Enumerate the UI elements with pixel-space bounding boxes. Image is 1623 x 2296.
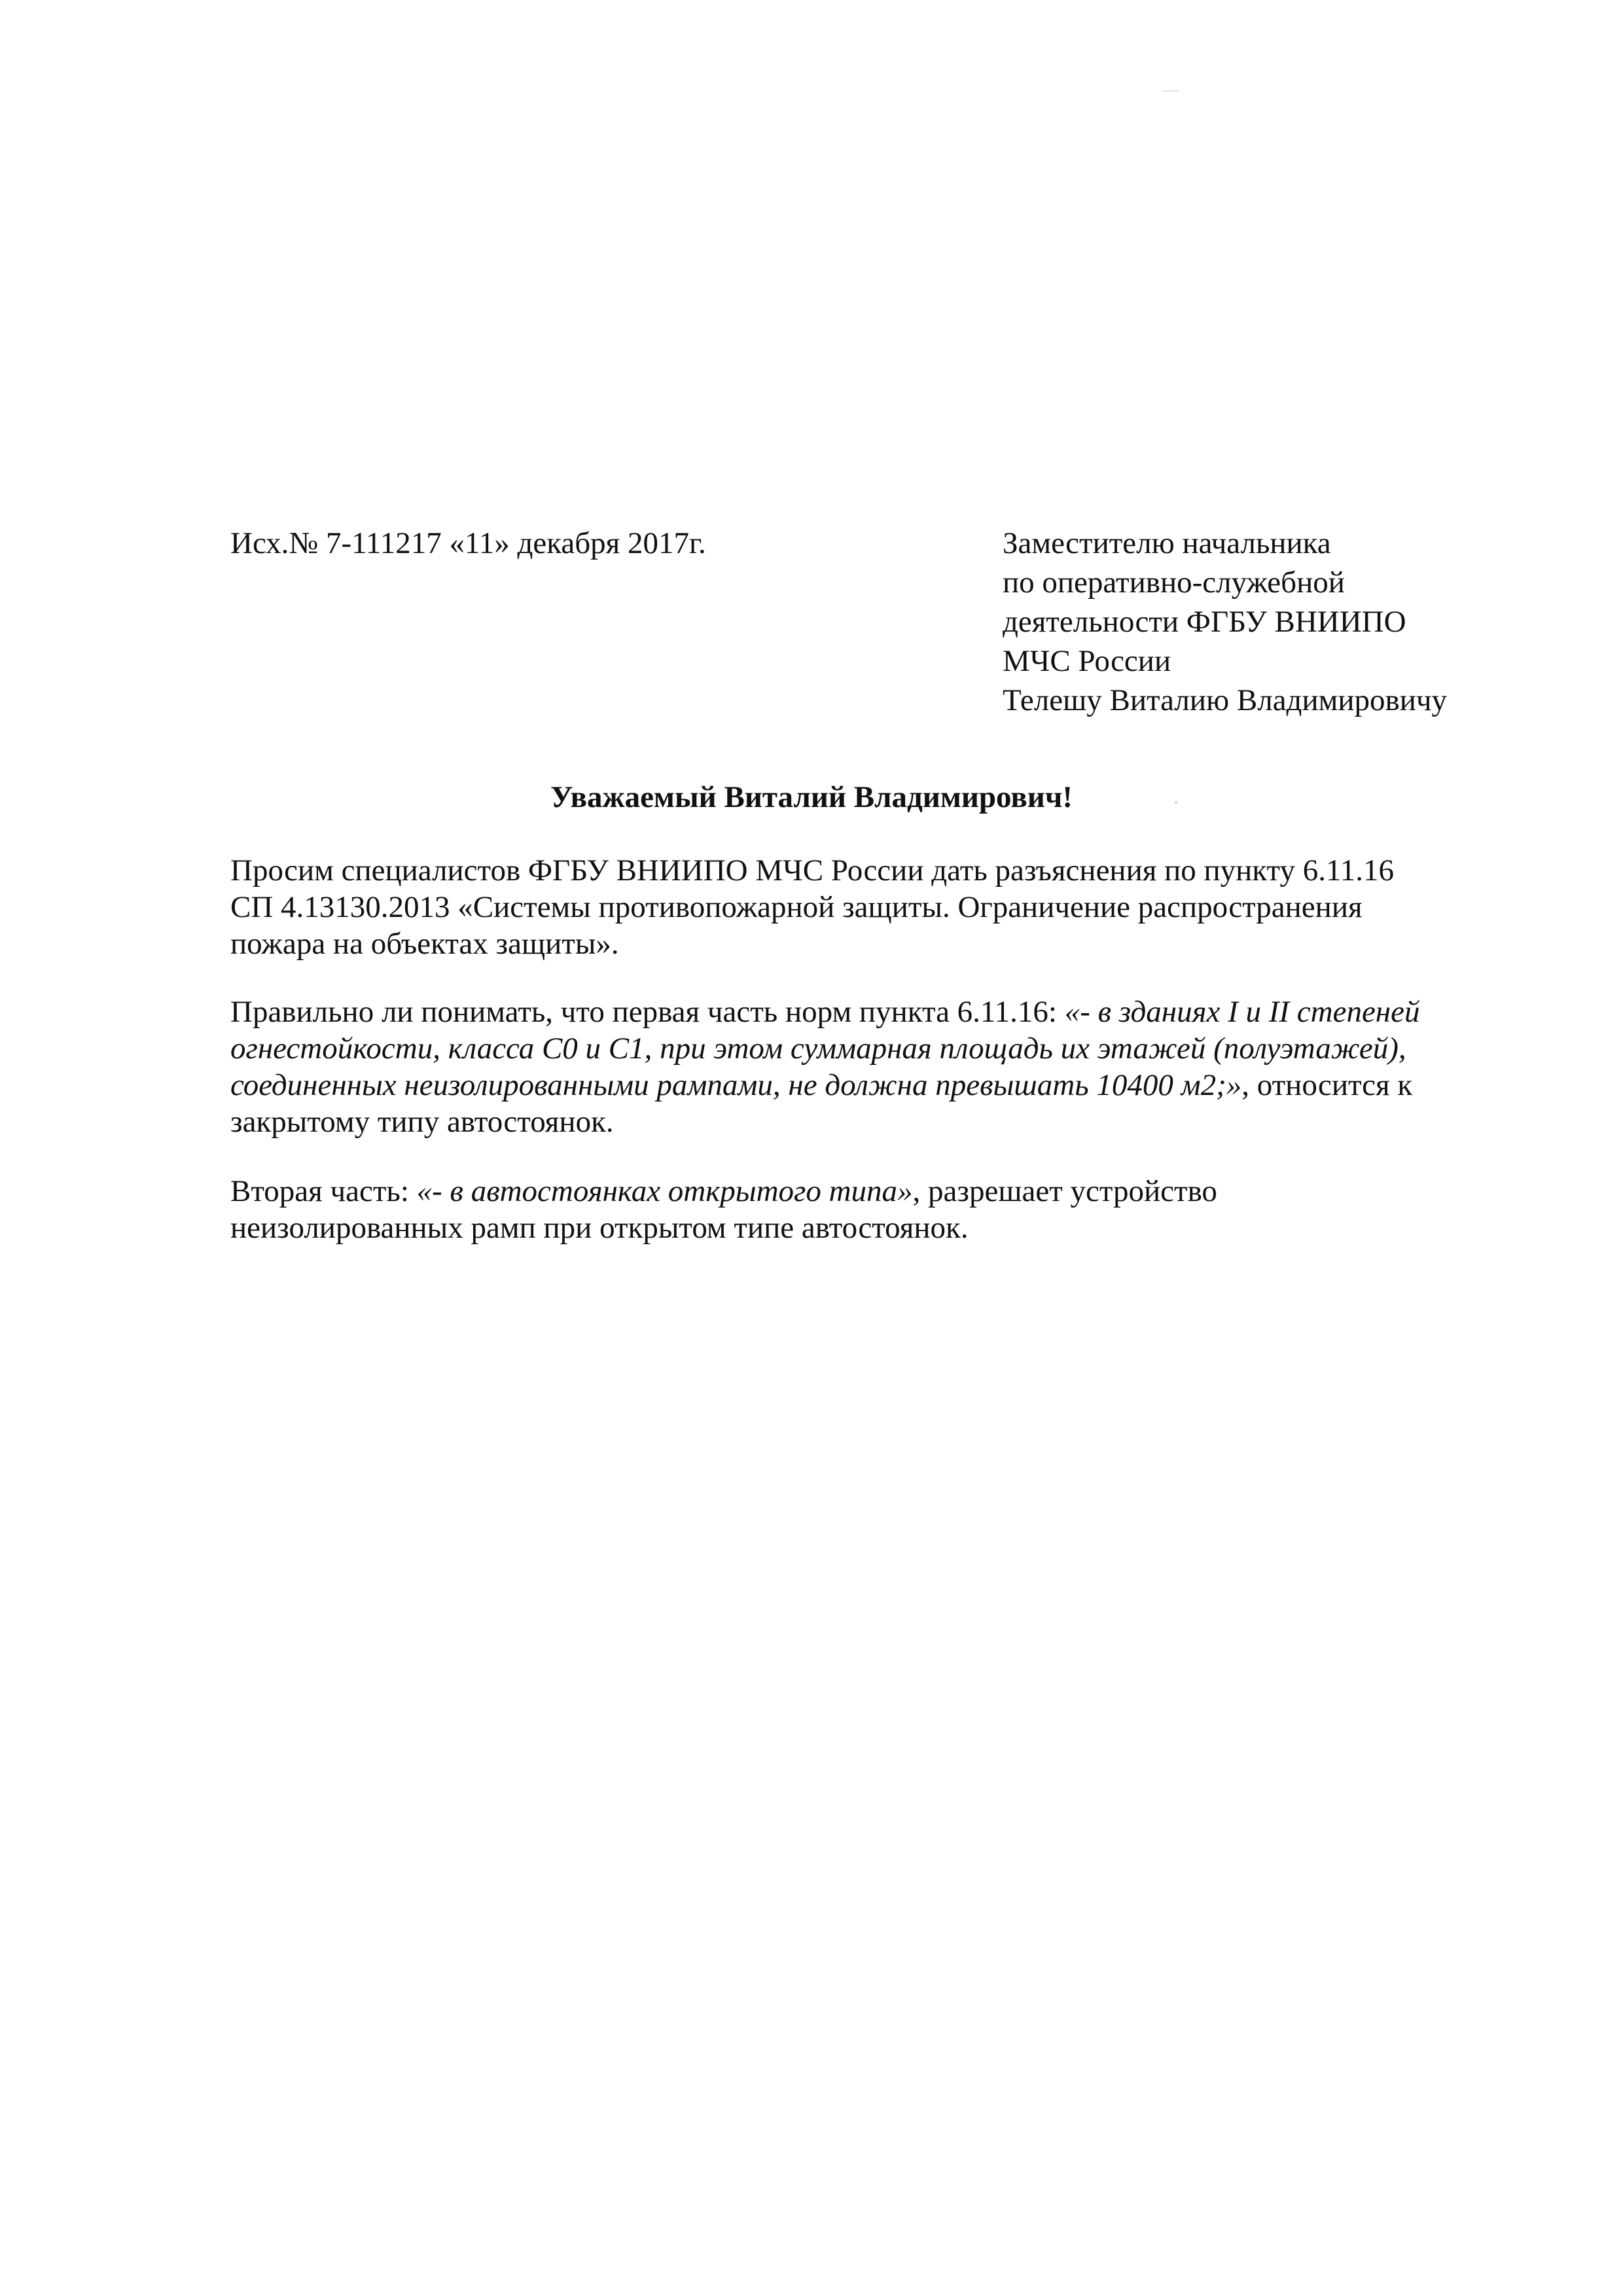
paragraph-line: неизолированных рамп при открытом типе автостоянок. [230, 1211, 969, 1245]
plain-text: Вторая часть: [230, 1174, 417, 1208]
paragraph-line: СП 4.13130.2013 «Системы противопожарной защиты. Ограничение распространения [230, 890, 1363, 924]
paragraph-question-second-part [230, 1173, 1520, 1246]
paragraph-question-first-part [230, 994, 1520, 1140]
quoted-norm-text: «- в зданиях I и II степеней [1064, 995, 1420, 1029]
salutation: Уважаемый Виталий Владимирович! [550, 780, 1073, 814]
plain-text: , относится к [1241, 1068, 1413, 1102]
addressee-block [1003, 524, 1565, 720]
quoted-norm-text: «- в автостоянках открытого типа» [416, 1174, 913, 1208]
paragraph-line: закрытому типу автостоянок. [230, 1105, 614, 1139]
paragraph-line: пожара на объектах защиты». [230, 927, 619, 961]
paragraph-line: Просим специалистов ФГБУ ВНИИПО МЧС России дать разъяснения по пункту 6.11.16 [230, 853, 1394, 888]
outgoing-reference: Исх.№ 7-111217 «11» декабря 2017г. [230, 526, 706, 560]
addressee-line: Заместителю начальника [1003, 526, 1331, 560]
paragraph-line [230, 1067, 1520, 1103]
quoted-norm-text: огнестойкости, класса С0 и С1, при этом суммарная площадь их этажей (полуэтажей), [230, 1031, 1406, 1066]
addressee-line: МЧС России [1003, 644, 1171, 678]
scan-artifact [1162, 90, 1179, 92]
addressee-line: Телешу Виталию Владимировичу [1003, 683, 1447, 717]
scan-artifact [1175, 801, 1177, 804]
addressee-line: деятельности ФГБУ ВНИИПО [1003, 605, 1406, 639]
quoted-norm-text: соединенных неизолированными рампами, не должна превышать 10400 м2;» [230, 1068, 1242, 1102]
addressee-line: по оперативно-служебной [1003, 565, 1345, 600]
paragraph-line [230, 1173, 1520, 1210]
plain-text: Правильно ли понимать, что первая часть норм пункта 6.11.16: [230, 995, 1065, 1029]
plain-text: , разрешает устройство [912, 1174, 1217, 1208]
paragraph-line [230, 994, 1520, 1030]
paragraph-request [230, 852, 1520, 962]
